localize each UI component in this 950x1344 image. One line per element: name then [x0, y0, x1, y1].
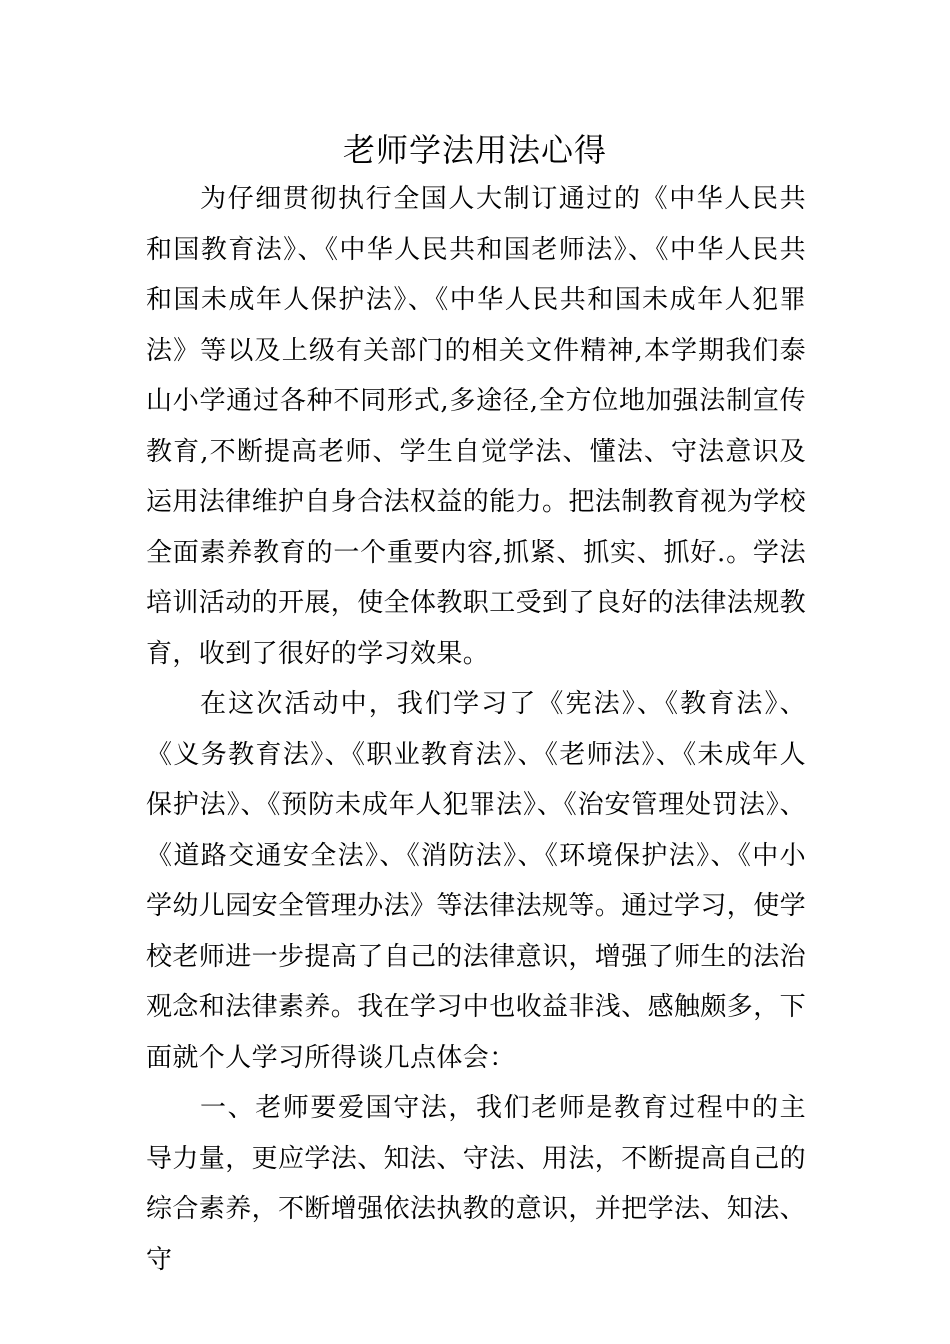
document-title: 老师学法用法心得	[342, 131, 607, 169]
paragraph-laws-studied: 在这次活动中，我们学习了《宪法》、《教育法》、《义务教育法》、《职业教育法》、《老师法》、《未成年人保护法》、《预防未成年人犯罪法》、《治安管理处罚法》、《道路交通安全法》、《消防法》、《环境保护法》、《中小学幼儿园安全管理办法》等法律法规等。通过学习，使学校老师进一步提高了自己的法律意识，增强了师生的法治观念和法律素养。我在学习中也收益非浅、感触颇多，下面就个人学习所得谈几点体会：	[146, 689, 807, 1073]
paragraph-intro: 为仔细贯彻执行全国人大制订通过的《中华人民共和国教育法》、《中华人民共和国老师法》、《中华人民共和国未成年人保护法》、《中华人民共和国未成年人犯罪法》等以及上级有关部门的相关文件精神,本学期我们泰山小学通过各种不同形式,多途径,全方位地加强法制宣传教育,不断提高老师、学生自觉学法、懂法、守法意识及运用法律维护自身合法权益的能力。把法制教育视为学校全面素养教育的一个重要内容,抓紧、抓实、抓好.。学法培训活动的开展，使全体教职工受到了良好的法律法规教育，收到了很好的学习效果。	[146, 184, 807, 669]
document-body	[146, 174, 806, 1285]
paragraph-point-one: 一、老师要爱国守法，我们老师是教育过程中的主导力量，更应学法、知法、守法、用法，不断提高自己的综合素养，不断增强依法执教的意识，并把学法、知法、守	[146, 1093, 807, 1275]
